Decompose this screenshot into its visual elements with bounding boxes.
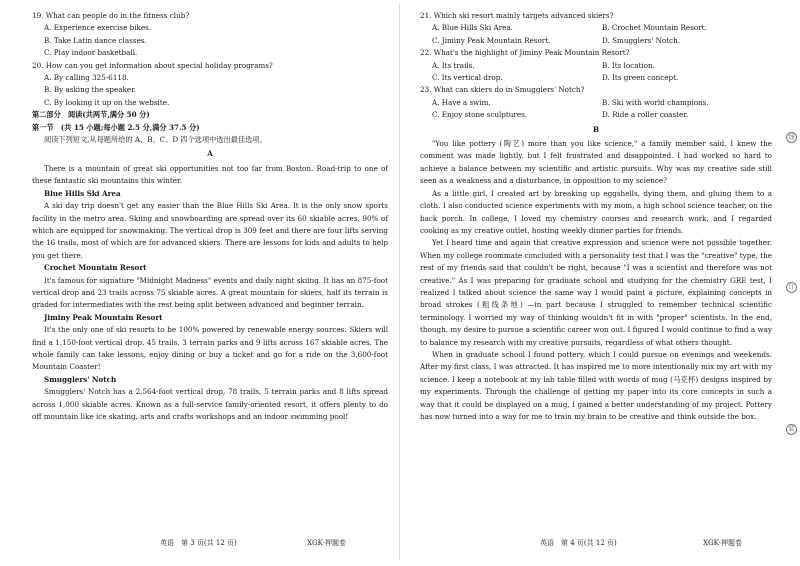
- q23-options: [432, 97, 772, 122]
- resort-text-blue-hills: A ski day trip doesn't get any easier than the Blue Hills Ski Area. It is the only snow sports facility in the metro area. Skiing and snowboarding are spread over its 60 skiable acres, 90% of which are equipped for snowmaking. The vertical drop is 309 feet and there are four lifts serving the 16 trails, most of which are for advanced skiers. There are lessons for kids and adults to help you get there.: [32, 201, 388, 260]
- q22-option-b: B. Its location.: [602, 60, 655, 70]
- q19-option-b: B. Take Latin dance classes.: [44, 35, 147, 45]
- q21-option-a: A. Blue Hills Ski Area.: [432, 23, 513, 33]
- q20-option-a: A. By calling 325-6118.: [44, 73, 129, 83]
- resort-heading-smugglers: Smugglers' Notch: [44, 374, 117, 384]
- q23-option-c: C. Enjoy stone sculptures.: [432, 110, 528, 120]
- passage-b-paragraph-1: "You like pottery (陶艺) more than you like science," a family member said. I knew the comment was made lightly, but I felt frustrated and disappointed. I had worked so hard to achieve a balance between my scientific and artistic pursuits. Why was my creative side still seen as a weakness and a disturbance, in opposition to my science?: [420, 139, 772, 186]
- q19-option-a: A. Experience exercise bikes.: [44, 23, 152, 33]
- footer-page-number-right: 英语 第 4 页(共 12 页): [540, 539, 617, 547]
- resort-heading-blue-hills: Blue Hills Ski Area: [44, 188, 121, 198]
- q21-option-c: C. Jiminy Peak Mountain Resort.: [432, 35, 551, 45]
- footer-exam-code-right: XGK·押题卷: [703, 539, 743, 547]
- q22-option-c: C. Its vertical drop.: [432, 73, 503, 83]
- q21-option-d: D. Smugglers' Notch.: [602, 35, 681, 45]
- footer-exam-code-left: XGK·押题卷: [307, 539, 347, 547]
- passage-b-label: B: [592, 124, 600, 134]
- question-21: 21. Which ski resort mainly targets advanced skiers?: [420, 11, 614, 20]
- question-23: 23. What can skiers do in Smugglers' Notch?: [420, 85, 585, 95]
- q23-option-d: D. Ride a roller coaster.: [602, 110, 689, 120]
- q21-options: [432, 22, 772, 47]
- passage-a-label: A: [207, 149, 213, 159]
- q22-options: [432, 60, 772, 85]
- resort-text-crochet: It's famous for signature "Midnight Madness" events and daily night skiing. It has an 875-foot vertical drop and 23 trails across 75 skiable acres. A great mountain for skiers, half its terrain is graded for intermediates with the rest being split between advanced and beginner terrain.: [32, 275, 388, 310]
- q21-option-b: B. Crochet Mountain Resort.: [602, 23, 707, 33]
- footer-page-number-left: 英语 第 3 页(共 12 页): [160, 539, 237, 547]
- passage-b-paragraph-4: When in graduate school I found pottery, which I could pursue on evenings and weekends. After my first class, I was attracted. It has inspired me to more intentionally mix my art with my science. I keep a notebook at my lab table filled with words of mug (马克杯) designs inspired by my experiments. Through the challenge of getting my paper into its core concepts in such a way that it could be displayed on a mug, I gained a better understanding of my project. Pottery has now turned into a way for me to train my brain to be creative and think outside the box.: [420, 349, 772, 421]
- passage-b-paragraph-2: As a little girl, I created art by breaking up eggshells, dying them, and gluing them to a cloth. I also conducted science experiments with my mom, a high school science teacher, on the back porch. In college, I loved my chemistry courses and research work, and I regarded cooking as my creative outlet, hosting weekly dinner parties for friends.: [420, 188, 772, 235]
- question-22: 22. What's the highlight of Jiminy Peak Mountain Resort?: [420, 48, 630, 58]
- section1-title: 第一节 (共 15 小题;每小题 2.5 分,满分 37.5 分): [32, 122, 200, 132]
- resort-heading-jiminy: Jiminy Peak Mountain Resort: [44, 312, 163, 322]
- q20-option-b: B. By asking the speaker.: [44, 85, 137, 95]
- passage-b-paragraph-3: Yet I heard time and again that creative expression and science were not possible together. When my college roommate concluded with a personality test that I was the "creative" type, the rest of my friends said that couldn't be right, because "I was a scientist and therefore was not creative." As I was preparing for graduate school and studying for the chemistry GRE test, I realized I talked about science the same way I would paint a picture, explaining concepts in broad strokes (粗线条地) —in part because I struggled to remember technical scientific terminology. I worried my way of thinking wouldn't fit in with "proper" scientists. In the end, though, my desire to pursue a scientific career won out. I figured I would continue to find a way to balance my research with my creative pursuits, regardless of what others thought.: [420, 238, 772, 347]
- q22-option-d: D. Its green concept.: [602, 73, 679, 83]
- binding-mark-ding: 订: [786, 282, 797, 293]
- resort-heading-crochet: Crochet Mountain Resort: [44, 263, 147, 273]
- q19-option-c: C. Play indoor basketball.: [44, 48, 138, 58]
- q22-option-a: A. Its trails.: [432, 60, 475, 70]
- part2-title: 第二部分 阅读(共两节,满分 50 分): [32, 110, 150, 120]
- passage-a-intro: There is a mountain of great ski opportunities not too far from Boston. Road-trip to one of these fantastic ski mountains this winter.: [32, 163, 388, 186]
- q23-option-a: A. Have a swim.: [432, 97, 491, 107]
- resort-text-jiminy: It's the only one of ski resorts to be 100% powered by renewable energy sources. Skiers will find a 1,150-foot vertical drop, 45 trails, 3 terrain parks and 9 lifts across 167 skiable acres. The whole family can take lessons, enjoy dining or buy a ticket and go for a ride on the 3,600-foot Mountain Coaster!: [32, 325, 388, 372]
- question-19: 19. What can people do in the fitness club?: [32, 11, 190, 20]
- question-20: 20. How can you get information about special holiday programs?: [32, 60, 273, 70]
- reading-instruction: 阅读下列短文,从每题所给的 A、B、C、D 四个选项中选出最佳选项。: [44, 135, 267, 145]
- binding-mark-xian: 线: [786, 132, 797, 143]
- right-page: [400, 0, 800, 566]
- binding-mark-zhuang: 装: [786, 424, 797, 435]
- q20-option-c: C. By looking it up on the website.: [44, 97, 170, 107]
- resort-text-smugglers: Smugglers' Notch has a 2,564-foot vertical drop, 78 trails, 5 terrain parks and 8 lifts spread across 1,000 skiable acres. Known as a full-service family-oriented resort, it offers plenty to do off mountain like ice skating, arts and crafts workshops and an indoor swimming pool!: [32, 387, 388, 421]
- q23-option-b: B. Ski with world champions.: [602, 97, 709, 107]
